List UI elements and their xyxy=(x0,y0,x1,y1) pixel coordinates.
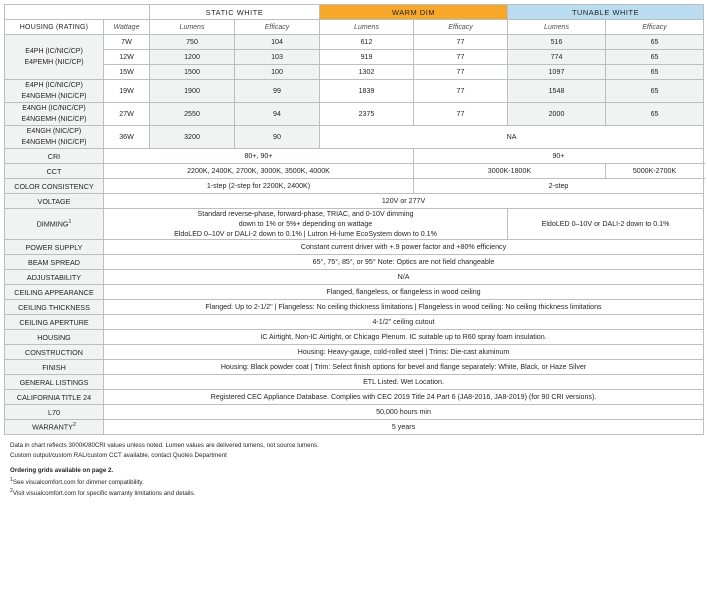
table-row xyxy=(5,179,704,194)
spec-label-california-title-24: CALIFORNIA TITLE 24 xyxy=(5,390,104,405)
table-row-dimming xyxy=(5,209,704,240)
spec-value-color-consistency-tunable: 2-step xyxy=(414,179,704,194)
spec-label-warranty: WARRANTY$^2$ xyxy=(5,420,104,435)
cell-sw-efficacy: 104 xyxy=(235,35,320,50)
footnote-line-4: $^1$See visualcomfort.com for dimmer compatibility. xyxy=(10,476,144,486)
spec-value-housing: IC Airtight, Non-IC Airtight, or Chicago Plenum. IC suitable up to R60 spray foam insulation. xyxy=(104,330,704,345)
spec-label-construction: CONSTRUCTION xyxy=(5,345,104,360)
table-row xyxy=(5,270,704,285)
housing-label-e4ngh xyxy=(5,103,104,126)
cell-sw-efficacy: 100 xyxy=(235,65,320,80)
housing-label-line2: E4NGEMH (NIC/CP) xyxy=(21,116,87,123)
table-row xyxy=(5,315,704,330)
spec-label-l70: L70 xyxy=(5,405,104,420)
table-row xyxy=(5,390,704,405)
footnote-marker-1-ref: 1 xyxy=(10,476,13,483)
housing-label-line1: E4PH (IC/NIC/CP) xyxy=(25,82,83,89)
footnote-line-5: $^2$Visit visualcomfort.com for specific warranty limitations and details. xyxy=(10,488,196,498)
spec-value-warranty: 5 years xyxy=(104,420,704,435)
footnote-marker-2: 2 xyxy=(72,422,76,429)
housing-label-e4ph xyxy=(5,35,104,80)
spec-label-cct: CCT xyxy=(5,164,104,179)
table-row xyxy=(5,300,704,315)
table-row xyxy=(5,50,704,65)
cell-wd-lumens: 612 xyxy=(320,35,414,50)
cell-sw-efficacy: 94 xyxy=(235,103,320,126)
table-row xyxy=(5,103,704,126)
cell-wd-lumens: 1839 xyxy=(320,80,414,103)
table-row xyxy=(5,65,704,80)
table-row xyxy=(5,330,704,345)
cell-sw-efficacy: 103 xyxy=(235,50,320,65)
spec-value-finish: Housing: Black powder coat | Trim: Select finish options for bevel and flange separately: White, Black, or Haze Silver xyxy=(104,360,704,375)
cell-na: NA xyxy=(320,126,704,149)
spec-value-dimming-tunable: EldoLED 0–10V or DALI-2 down to 0.1% xyxy=(508,209,704,240)
table-row xyxy=(5,126,704,149)
cell-tw-efficacy: 65 xyxy=(606,65,704,80)
cell-sw-lumens: 2550 xyxy=(150,103,235,126)
cell-tw-efficacy: 65 xyxy=(606,35,704,50)
spec-value-cct-static: 2200K, 2400K, 2700K, 3000K, 3500K, 4000K xyxy=(104,164,414,179)
table-row xyxy=(5,405,704,420)
dimming-line-1: Standard reverse-phase, forward-phase, TRIAC, and 0-10V dimming xyxy=(197,210,414,218)
col-header-wd-efficacy: Efficacy xyxy=(414,20,508,35)
specification-table xyxy=(4,4,704,435)
table-row xyxy=(5,360,704,375)
cell-wd-lumens: 919 xyxy=(320,50,414,65)
col-header-housing: HOUSING (RATING) xyxy=(5,20,104,35)
cell-wd-efficacy: 77 xyxy=(414,65,508,80)
spec-value-ceiling-thickness: Flanged: Up to 2-1/2" | Flangeless: No ceiling thickness limitations | Flangeless in wood ceiling: No ceiling thickness limitations xyxy=(104,300,704,315)
col-header-sw-lumens: Lumens xyxy=(150,20,235,35)
footnotes xyxy=(4,435,703,499)
spec-value-cct-tunable: 5000K-2700K xyxy=(606,164,704,179)
spec-value-ceiling-appearance: Flanged, flangeless, or flangeless in wood ceiling xyxy=(104,285,704,300)
cell-wd-lumens: 1302 xyxy=(320,65,414,80)
table-column-header-row xyxy=(5,20,704,35)
band-header-blank xyxy=(5,5,150,20)
housing-label-e4ph-ngemh xyxy=(5,80,104,103)
col-header-tw-efficacy: Efficacy xyxy=(606,20,704,35)
cell-wattage: 36W xyxy=(104,126,150,149)
table-row xyxy=(5,285,704,300)
table-row xyxy=(5,345,704,360)
cell-wattage: 12W xyxy=(104,50,150,65)
cell-wattage: 15W xyxy=(104,65,150,80)
spec-value-general-listings: ETL Listed. Wet Location. xyxy=(104,375,704,390)
cell-wd-efficacy: 77 xyxy=(414,35,508,50)
cell-tw-lumens: 2000 xyxy=(508,103,606,126)
spec-value-l70: 50,000 hours min xyxy=(104,405,704,420)
cell-tw-lumens: 1548 xyxy=(508,80,606,103)
band-warm-dim: WARM DIM xyxy=(320,5,508,20)
cell-sw-efficacy: 90 xyxy=(235,126,320,149)
cell-tw-efficacy: 65 xyxy=(606,80,704,103)
spec-value-voltage: 120V or 277V xyxy=(104,194,704,209)
col-header-wd-lumens: Lumens xyxy=(320,20,414,35)
cell-sw-lumens: 3200 xyxy=(150,126,235,149)
table-row xyxy=(5,35,704,50)
cell-wattage: 7W xyxy=(104,35,150,50)
band-tunable-white: TUNABLE WHITE xyxy=(508,5,704,20)
spec-value-color-consistency-static: 1-step (2-step for 2200K, 2400K) xyxy=(104,179,414,194)
spec-label-beam-spread: BEAM SPREAD xyxy=(5,255,104,270)
col-header-wattage: Wattage xyxy=(104,20,150,35)
footnote-marker-2-ref: 2 xyxy=(10,488,13,495)
cell-tw-lumens: 516 xyxy=(508,35,606,50)
spec-value-dimming-standard xyxy=(104,209,508,240)
spec-value-cri-tunable: 90+ xyxy=(414,149,704,164)
spec-value-cri-static: 80+, 90+ xyxy=(104,149,414,164)
spec-label-housing: HOUSING xyxy=(5,330,104,345)
spec-value-power-supply: Constant current driver with +.9 power factor and +80% efficiency xyxy=(104,240,704,255)
cell-tw-efficacy: 65 xyxy=(606,103,704,126)
spec-value-california-title-24: Registered CEC Appliance Database. Complies with CEC 2019 Title 24 Part 6 (JA8-2016, JA8-2019) (for 90 CRI versions). xyxy=(104,390,704,405)
table-row xyxy=(5,194,704,209)
cell-wattage: 27W xyxy=(104,103,150,126)
spec-label-general-listings: GENERAL LISTINGS xyxy=(5,375,104,390)
spec-label-finish: FINISH xyxy=(5,360,104,375)
housing-label-line1: E4PH (IC/NIC/CP) xyxy=(25,48,83,55)
table-row xyxy=(5,164,704,179)
spec-label-cri: CRI xyxy=(5,149,104,164)
footnote-ordering-grids: Ordering grids available on page 2. xyxy=(10,467,114,474)
spec-label-dimming: DIMMING$^1$ xyxy=(5,209,104,240)
cell-tw-lumens: 1097 xyxy=(508,65,606,80)
housing-label-line2: E4NGEMH (NIC/CP) xyxy=(21,93,87,100)
spec-value-cct-warm: 3000K-1800K xyxy=(414,164,606,179)
col-header-sw-efficacy: Efficacy xyxy=(235,20,320,35)
table-row xyxy=(5,420,704,435)
table-row xyxy=(5,255,704,270)
spec-label-color-consistency: COLOR CONSISTENCY xyxy=(5,179,104,194)
cell-wattage: 19W xyxy=(104,80,150,103)
housing-label-line2: E4NGEMH (NIC/CP) xyxy=(21,139,87,146)
cell-wd-efficacy: 77 xyxy=(414,50,508,65)
dimming-line-2: down to 1% or 5%+ depending on wattage xyxy=(238,220,373,228)
spec-label-ceiling-aperture: CEILING APERTURE xyxy=(5,315,104,330)
table-row xyxy=(5,80,704,103)
housing-label-line1: E4NGH (IC/NIC/CP) xyxy=(22,105,86,112)
spec-value-beam-spread: 65°, 75°, 85°, or 95° Note: Optics are not field changeable xyxy=(104,255,704,270)
spec-label-ceiling-thickness: CEILING THICKNESS xyxy=(5,300,104,315)
dimming-line-3: EldoLED 0–10V or DALI-2 down to 0.1% | Lutron Hi-lume EcoSystem down to 0.1% xyxy=(174,230,437,238)
housing-label-line2: E4PEMH (NIC/CP) xyxy=(24,59,84,66)
cell-sw-lumens: 1900 xyxy=(150,80,235,103)
spec-value-ceiling-aperture: 4-1/2" ceiling cutout xyxy=(104,315,704,330)
spec-label-adjustability: ADJUSTABILITY xyxy=(5,270,104,285)
cell-wd-efficacy: 77 xyxy=(414,103,508,126)
cell-tw-efficacy: 65 xyxy=(606,50,704,65)
table-band-header-row xyxy=(5,5,704,20)
spec-label-ceiling-appearance: CEILING APPEARANCE xyxy=(5,285,104,300)
table-row xyxy=(5,149,704,164)
cell-sw-efficacy: 99 xyxy=(235,80,320,103)
cell-sw-lumens: 1500 xyxy=(150,65,235,80)
band-static-white: STATIC WHITE xyxy=(150,5,320,20)
cell-wd-lumens: 2375 xyxy=(320,103,414,126)
spec-label-power-supply: POWER SUPPLY xyxy=(5,240,104,255)
col-header-tw-lumens: Lumens xyxy=(508,20,606,35)
table-row xyxy=(5,240,704,255)
cell-sw-lumens: 1200 xyxy=(150,50,235,65)
housing-label-line1: E4NGH (NIC/CP) xyxy=(26,128,82,135)
cell-wd-efficacy: 77 xyxy=(414,80,508,103)
spec-value-construction: Housing: Heavy-gauge, cold-rolled steel | Trims: Die-cast aluminum xyxy=(104,345,704,360)
table-row xyxy=(5,375,704,390)
footnote-line-2: Custom output/custom RAL/custom CCT available, contact Quotes Department xyxy=(10,451,227,459)
footnote-marker-1: 1 xyxy=(68,219,72,226)
footnote-line-1: Data in chart reflects 3000K/80CRI values unless noted. Lumen values are delivered lumens, not source lumens. xyxy=(10,442,319,449)
cell-sw-lumens: 750 xyxy=(150,35,235,50)
housing-label-e4ngh-nic xyxy=(5,126,104,149)
cell-tw-lumens: 774 xyxy=(508,50,606,65)
spec-value-adjustability: N/A xyxy=(104,270,704,285)
spec-label-voltage: VOLTAGE xyxy=(5,194,104,209)
